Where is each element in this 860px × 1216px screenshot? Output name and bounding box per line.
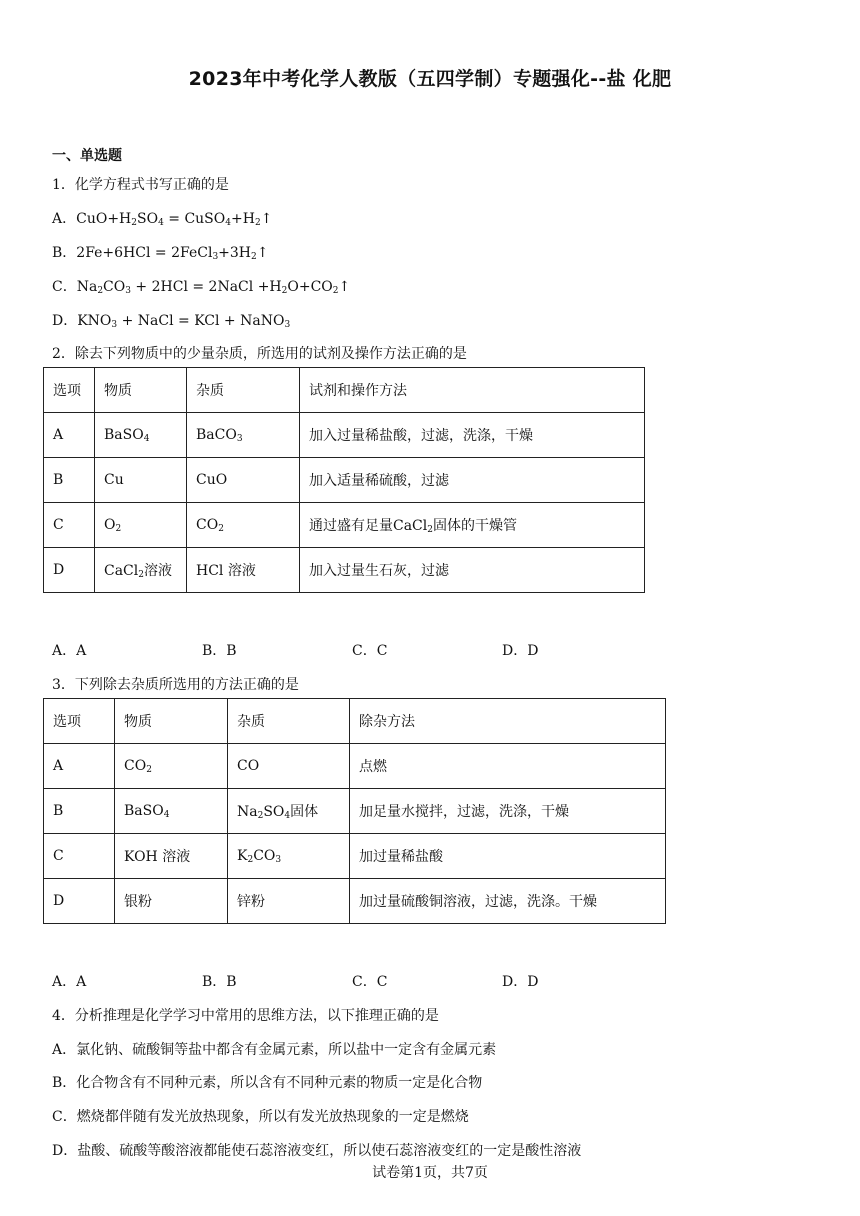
table-row (44, 834, 666, 879)
header-cell: 物质 (95, 368, 187, 413)
q1-option-c: C．$Na_2CO_3 + 2HCl$ = 2NaCl $+H_2O+CO_2↑$ (52, 279, 351, 296)
q1-option-d: D．$KNO_3$ + NaCl = KCl + NaNO$_3$ (52, 313, 291, 330)
section-heading: 一、单选题 (52, 148, 122, 164)
q1-option-a: A．$CuO+H_2SO_4$ = $CuSO_4+H_2↑$ (52, 211, 273, 228)
table-cell: A (44, 744, 115, 789)
choice-a: A．A (52, 974, 87, 990)
table-cell: Cu (95, 458, 187, 503)
table-cell: KOH 溶液 (115, 834, 228, 879)
table-cell: 加入适量稀硫酸，过滤 (300, 458, 645, 503)
q2-table (43, 367, 645, 593)
table-cell: $CO_2$ (187, 503, 300, 548)
choice-d: D．D (502, 974, 539, 990)
q4-option-b: B．化合物含有不同种元素，所以含有不同种元素的物质一定是化合物 (52, 1075, 483, 1091)
table-header-row (44, 368, 645, 413)
table-row (44, 789, 666, 834)
table-cell: 加入过量稀盐酸，过滤，洗涤，干燥 (300, 413, 645, 458)
page-footer: 试卷第1页，共7页 (372, 1165, 488, 1181)
header-cell: 选项 (44, 699, 115, 744)
table-row (44, 503, 645, 548)
table-cell: C (44, 834, 115, 879)
header-cell: 除杂方法 (350, 699, 666, 744)
q4-option-c: C．燃烧都伴随有发光放热现象，所以有发光放热现象的一定是燃烧 (52, 1109, 469, 1125)
table-cell: CO (228, 744, 350, 789)
table-cell: 通过盛有足量CaCl$_2$固体的干燥管 (300, 503, 645, 548)
q4-option-d: D．盐酸、硫酸等酸溶液都能使石蕊溶液变红，所以使石蕊溶液变红的一定是酸性溶液 (52, 1143, 582, 1159)
table-cell: D (44, 879, 115, 924)
table-cell: 加过量稀盐酸 (350, 834, 666, 879)
table-cell: 加过量硫酸铜溶液，过滤，洗涤。干燥 (350, 879, 666, 924)
table-cell: 锌粉 (228, 879, 350, 924)
table-row (44, 879, 666, 924)
table-cell: $O_2$ (95, 503, 187, 548)
q3-table (43, 698, 666, 924)
table-cell: $CO_2$ (115, 744, 228, 789)
table-row (44, 548, 645, 593)
table-cell: 加入过量生石灰，过滤 (300, 548, 645, 593)
q2-stem: 2．除去下列物质中的少量杂质，所选用的试剂及操作方法正确的是 (52, 346, 467, 362)
choice-d: D．D (502, 643, 539, 659)
table-cell: CaCl$_2$溶液 (95, 548, 187, 593)
table-cell: C (44, 503, 95, 548)
table-cell: 点燃 (350, 744, 666, 789)
table-cell: CuO (187, 458, 300, 503)
choice-b: B．B (202, 974, 237, 990)
table-cell: BaCO$_3$ (187, 413, 300, 458)
table-cell: $K_2CO_3$ (228, 834, 350, 879)
q4-option-a: A．氯化钠、硫酸铜等盐中都含有金属元素，所以盐中一定含有金属元素 (52, 1042, 497, 1058)
page-title: 2023年中考化学人教版（五四学制）专题强化--盐 化肥 (188, 68, 672, 90)
header-cell: 试剂和操作方法 (300, 368, 645, 413)
table-cell: BaSO$_4$ (95, 413, 187, 458)
choice-b: B．B (202, 643, 237, 659)
table-cell: A (44, 413, 95, 458)
header-cell: 杂质 (228, 699, 350, 744)
choice-a: A．A (52, 643, 87, 659)
table-cell: 加足量水搅拌，过滤，洗涤，干燥 (350, 789, 666, 834)
table-header-row (44, 699, 666, 744)
table-cell: B (44, 458, 95, 503)
header-cell: 杂质 (187, 368, 300, 413)
table-row (44, 413, 645, 458)
q1-option-b: B．$2Fe+6HCl = 2FeCl_3+3H_2↑$ (52, 245, 269, 262)
table-cell: B (44, 789, 115, 834)
choice-c: C．C (352, 643, 388, 659)
q4-stem: 4．分析推理是化学学习中常用的思维方法，以下推理正确的是 (52, 1008, 439, 1024)
table-cell: $Na_2SO_4$固体 (228, 789, 350, 834)
table-row (44, 458, 645, 503)
table-cell: HCl 溶液 (187, 548, 300, 593)
header-cell: 选项 (44, 368, 95, 413)
table-row (44, 744, 666, 789)
header-cell: 物质 (115, 699, 228, 744)
table-cell: BaSO$_4$ (115, 789, 228, 834)
table-cell: 银粉 (115, 879, 228, 924)
table-cell: D (44, 548, 95, 593)
q1-stem: 1．化学方程式书写正确的是 (52, 177, 229, 193)
q3-stem: 3．下列除去杂质所选用的方法正确的是 (52, 677, 299, 693)
choice-c: C．C (352, 974, 388, 990)
